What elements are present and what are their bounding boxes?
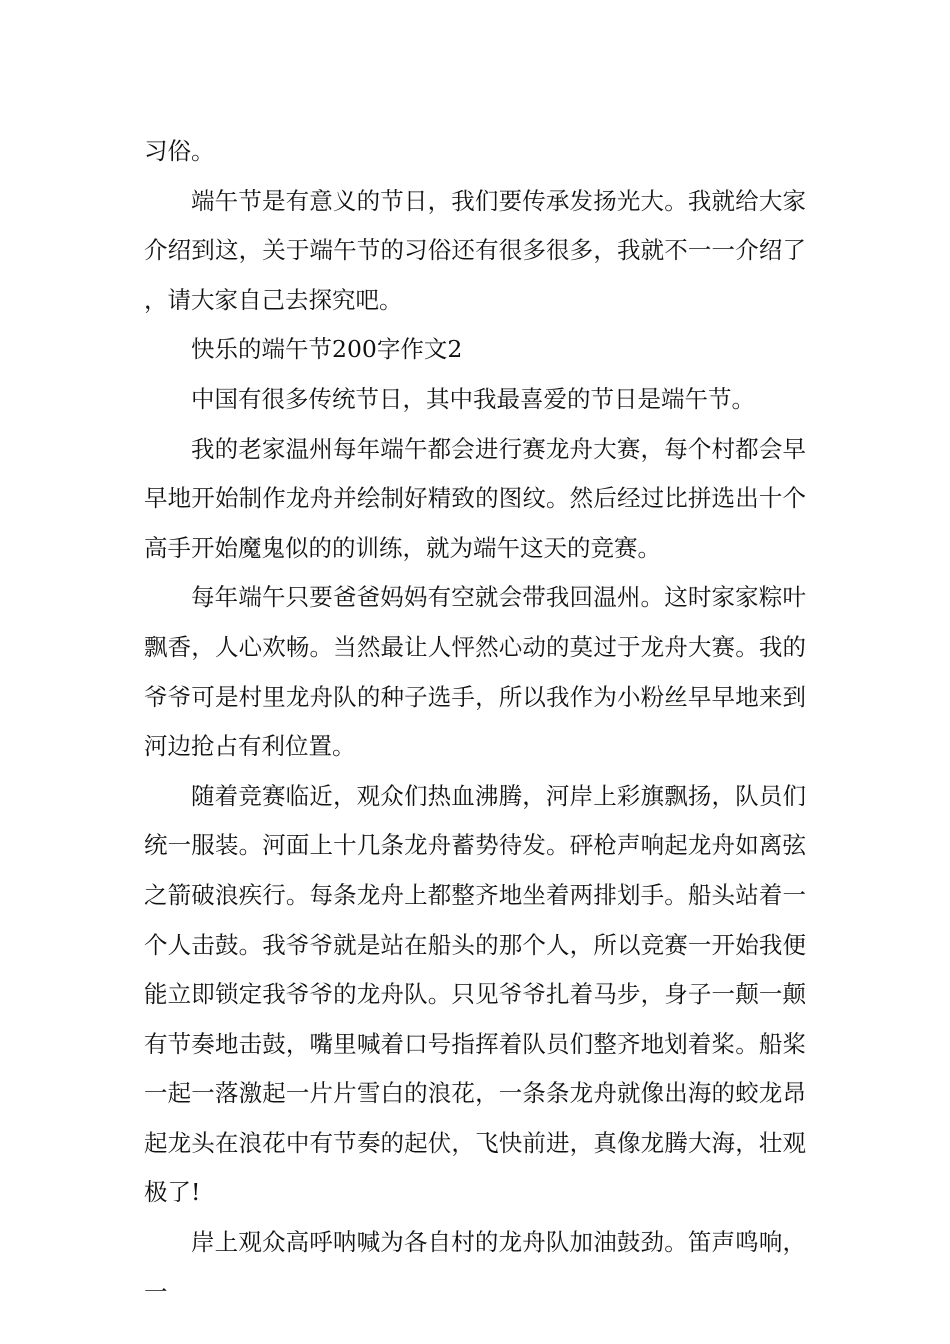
- paragraph-intro: 中国有很多传统节日，其中我最喜爱的节日是端午节。: [191, 384, 755, 413]
- document-body: [144, 127, 806, 1317]
- paragraph-continuation: 习俗。: [144, 137, 215, 165]
- essay-title: 快乐的端午节200字作文2: [191, 335, 463, 364]
- paragraph-race: 随着竞赛临近，观众们热血沸腾，河岸上彩旗飘扬，队员们统一服装。河面上十几条龙舟蓄势待发。砰枪声响起龙舟如离弦之箭破浪疾行。每条龙舟上都整齐地坐着两排划手。船头站着一个人击鼓。我爷爷就是站在船头的那个人，所以竞赛一开始我便能立即锁定我爷爷的龙舟队。只见爷爷扎着马步，身子一颠一颠有节奏地击鼓，嘴里喊着口号指挥着队员们整齐地划着桨。船桨一起一落激起一片片雪白的浪花，一条条龙舟就像出海的蛟龙昂起龙头在浪花中有节奏的起伏，飞快前进，真像龙腾大海，壮观极了!: [144, 781, 806, 1207]
- paragraph-festival: 每年端午只要爸爸妈妈有空就会带我回温州。这时家家粽叶飘香，人心欢畅。当然最让人怦然心动的莫过于龙舟大赛。我的爷爷可是村里龙舟队的种子选手，所以我作为小粉丝早早地来到河边抢占有利位置。: [144, 583, 806, 761]
- paragraph-conclusion: 端午节是有意义的节日，我们要传承发扬光大。我就给大家介绍到这，关于端午节的习俗还有很多很多，我就不一一介绍了，请大家自己去探究吧。: [144, 186, 806, 314]
- paragraph-cheering: 岸上观众高呼呐喊为各自村的龙舟队加油鼓劲。笛声鸣响，一: [144, 1228, 806, 1306]
- paragraph-hometown: 我的老家温州每年端午都会进行赛龙舟大赛，每个村都会早早地开始制作龙舟并绘制好精致的图纹。然后经过比拼选出十个高手开始魔鬼似的的训练，就为端午这天的竞赛。: [144, 434, 806, 562]
